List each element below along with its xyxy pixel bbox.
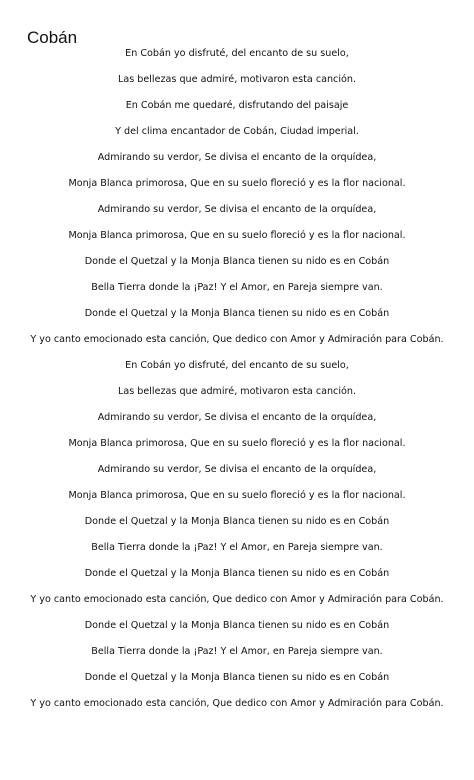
lyric-line: Bella Tierra donde la ¡Paz! Y el Amor, en Pareja siempre van. [91, 646, 383, 657]
song-title: Cobán [27, 28, 78, 47]
lyric-line: Donde el Quetzal y la Monja Blanca tienen su nido es en Cobán [84, 308, 390, 319]
lyric-line: Las bellezas que admiré, motivaron esta canción. [118, 386, 356, 397]
lyric-line: Monja Blanca primorosa, Que en su suelo floreció y es la flor nacional. [68, 490, 406, 501]
lyric-line: Y yo canto emocionado esta canción, Que dedico con Amor y Admiración para Cobán. [30, 594, 444, 605]
lyric-line: Y yo canto emocionado esta canción, Que dedico con Amor y Admiración para Cobán. [30, 334, 444, 345]
lyric-line: Y yo canto emocionado esta canción, Que dedico con Amor y Admiración para Cobán. [30, 698, 444, 709]
lyric-line: Las bellezas que admiré, motivaron esta canción. [118, 74, 356, 85]
lyric-line: Donde el Quetzal y la Monja Blanca tienen su nido es en Cobán [84, 620, 390, 631]
lyric-line: En Cobán yo disfruté, del encanto de su suelo, [125, 48, 349, 59]
lyric-line: Admirando su verdor, Se divisa el encanto de la orquídea, [97, 464, 377, 475]
lyric-line: En Cobán me quedaré, disfrutando del paisaje [125, 100, 349, 111]
lyric-line: Monja Blanca primorosa, Que en su suelo floreció y es la flor nacional. [68, 178, 406, 189]
lyric-line: Donde el Quetzal y la Monja Blanca tienen su nido es en Cobán [84, 256, 390, 267]
lyric-line: Donde el Quetzal y la Monja Blanca tienen su nido es en Cobán [84, 516, 390, 527]
lyric-line: Admirando su verdor, Se divisa el encanto de la orquídea, [97, 412, 377, 423]
lyric-line: Donde el Quetzal y la Monja Blanca tienen su nido es en Cobán [84, 568, 390, 579]
lyrics-list [0, 41, 474, 717]
lyric-line: Admirando su verdor, Se divisa el encanto de la orquídea, [97, 204, 377, 215]
lyric-line: Donde el Quetzal y la Monja Blanca tienen su nido es en Cobán [84, 672, 390, 683]
lyric-line: Bella Tierra donde la ¡Paz! Y el Amor, en Pareja siempre van. [91, 542, 383, 553]
lyric-line: Admirando su verdor, Se divisa el encanto de la orquídea, [97, 152, 377, 163]
lyric-line: Monja Blanca primorosa, Que en su suelo floreció y es la flor nacional. [68, 438, 406, 449]
lyric-line: Monja Blanca primorosa, Que en su suelo floreció y es la flor nacional. [68, 230, 406, 241]
lyric-line: En Cobán yo disfruté, del encanto de su suelo, [125, 360, 349, 371]
lyric-line: Bella Tierra donde la ¡Paz! Y el Amor, en Pareja siempre van. [91, 282, 383, 293]
lyric-line: Y del clima encantador de Cobán, Ciudad imperial. [115, 126, 359, 137]
